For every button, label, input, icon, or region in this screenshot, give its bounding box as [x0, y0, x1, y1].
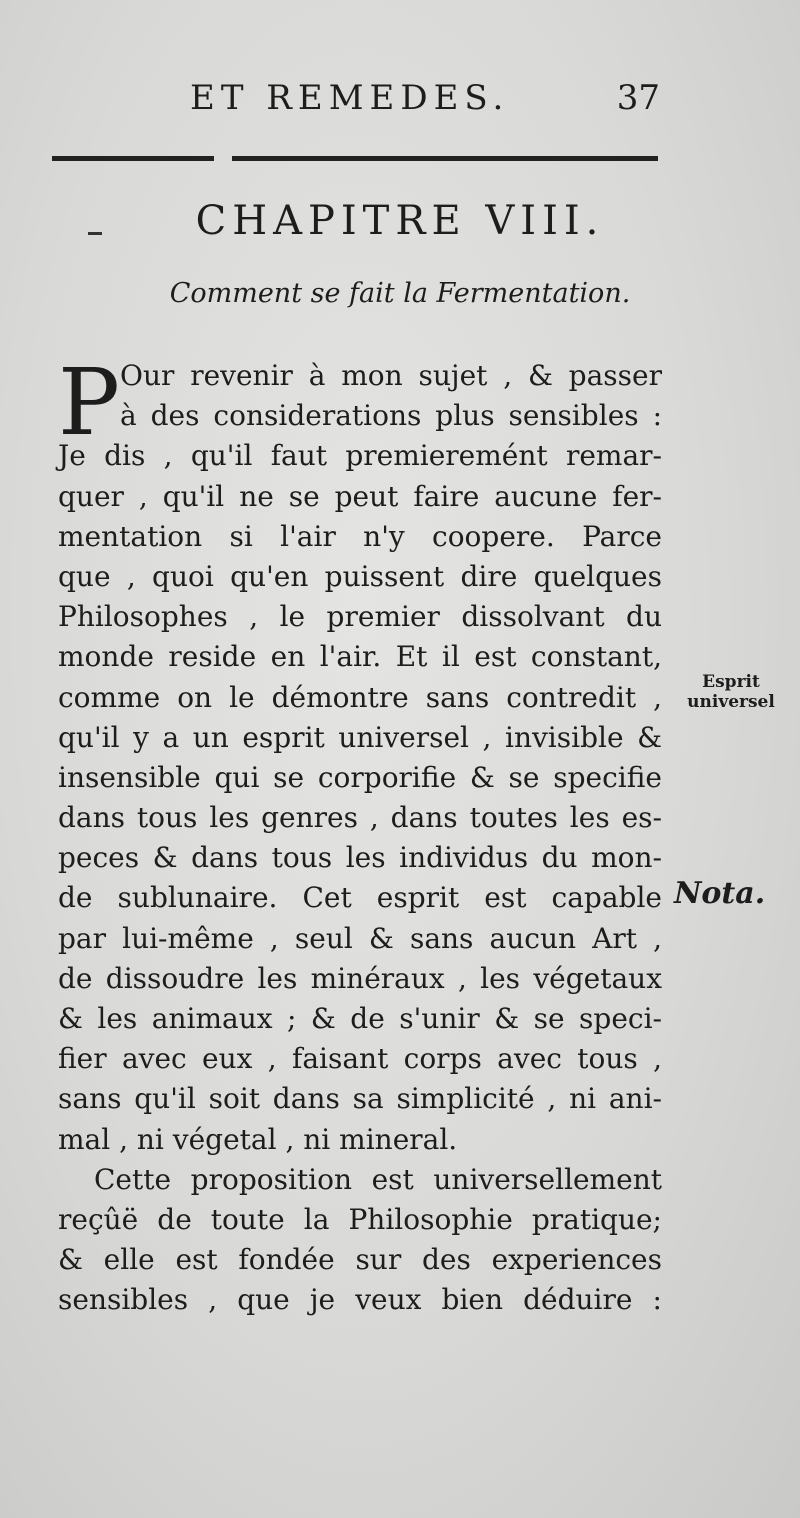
- text-line: mentation si l'air n'y coopere. Parce: [58, 519, 662, 553]
- body-text: [58, 349, 662, 1321]
- text-line: que , quoi qu'en puissent dire quelques: [58, 559, 662, 593]
- page-number: 37: [616, 78, 660, 118]
- text-line: qu'il y a un esprit universel , invisible &: [58, 720, 662, 754]
- text-line: & les animaux ; & de s'unir & se speci-: [58, 1002, 662, 1035]
- chapter-title: CHAPITRE VIII.: [195, 198, 605, 244]
- text-line: Our revenir à mon sujet , & passer: [120, 359, 662, 392]
- text-line: de sublunaire. Cet esprit est capable: [58, 881, 662, 915]
- margin-note-nota: Nota.: [674, 876, 766, 911]
- text-line: mal , ni végetal , ni mineral.: [58, 1122, 458, 1156]
- text-line: comme on le démontre sans contredit ,: [58, 680, 662, 714]
- text-line: fier avec eux , faisant corps avec tous ,: [58, 1042, 662, 1076]
- text-line: peces & dans tous les individus du mon-: [58, 841, 662, 875]
- margin-note-esprit: [676, 672, 786, 712]
- text-line: & elle est fondée sur des experiences: [58, 1243, 662, 1277]
- margin-note-line: Esprit: [702, 672, 760, 692]
- text-line: par lui-même , seul & sans aucun Art ,: [58, 921, 662, 955]
- text-line: insensible qui se corporifie & se specifie: [58, 760, 662, 794]
- header-rule-left: [52, 156, 214, 161]
- text-line: à des considerations plus sensibles :: [120, 399, 662, 433]
- text-line: reçûë de toute la Philosophie pratique;: [58, 1202, 662, 1236]
- text-line: Cette proposition est universellement: [94, 1162, 662, 1196]
- header-rule-right: [232, 156, 658, 161]
- text-line: Philosophes , le premier dissolvant du: [58, 600, 662, 634]
- text-line: quer , qu'il ne se peut faire aucune fer-: [58, 479, 662, 513]
- running-title: ET REMEDES.: [190, 78, 510, 118]
- text-line: de dissoudre les minéraux , les végetaux: [58, 961, 662, 995]
- chapter-subtitle: Comment se fait la Fermentation.: [169, 278, 631, 309]
- text-line: monde reside en l'air. Et il est constant,: [58, 640, 662, 674]
- page-header: [190, 78, 660, 128]
- text-line: Je dis , qu'il faut premieremént remar-: [58, 439, 662, 473]
- text-line: sensibles , que je veux bien déduire :: [58, 1283, 662, 1317]
- text-line: sans qu'il soit dans sa simplicité , ni ani-: [58, 1082, 662, 1116]
- margin-note-line: universel: [687, 692, 775, 712]
- drop-cap: P: [58, 349, 120, 456]
- text-line: dans tous les genres , dans toutes les es-: [58, 801, 662, 835]
